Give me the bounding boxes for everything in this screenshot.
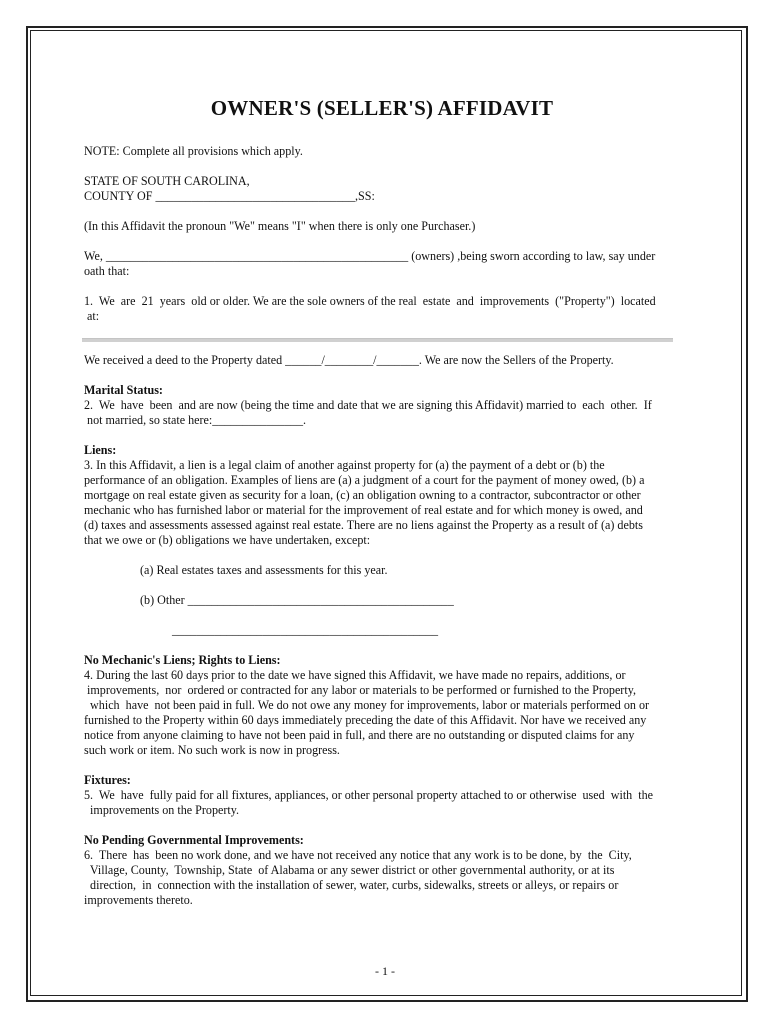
liens-line: (d) taxes and assessments assessed against real estate. There are no liens against the Property as a result of (a) debts [84,518,643,532]
item-1-line: 1. We are 21 years old or older. We are the sole owners of the real estate and improvements ("Property") located [84,294,656,308]
mechanics-heading: No Mechanic's Liens; Rights to Liens: [84,653,281,667]
mechanics-line: improvements, nor ordered or contracted for any labor or materials to be performed or furnished to the Property, [84,683,636,697]
fixtures-line: 5. We have fully paid for all fixtures, appliances, or other personal property attached to or otherwise used with the [84,788,654,802]
governmental-line: direction, in connection with the installation of sewer, water, curbs, sidewalks, streets or alleys, or repairs or [84,878,619,892]
mechanics-line: 4. During the last 60 days prior to the date we have signed this Affidavit, we have made no repairs, additions, or [84,668,626,682]
liens-line: mechanic who has furnished labor or material for the improvement of real estate and for which money is owed, and [84,503,643,517]
county-line: COUNTY OF _________________________________,SS: [84,189,375,203]
governmental-line: 6. There has been no work done, and we have not received any notice that any work is to be done, by the City, [84,848,632,862]
marital-heading: Marital Status: [84,383,163,397]
mechanics-line: furnished to the Property within 60 days immediately preceding the date of this Affidavit. Nor have we received any [84,713,647,727]
we-line-cont: oath that: [84,264,130,278]
state-line: STATE OF SOUTH CAROLINA, [84,174,250,188]
marital-line: 2. We have been and are now (being the time and date that we are signing this Affidavit) married to each other. If [84,398,652,412]
item-1-line-cont: at: [84,309,100,323]
liens-line: 3. In this Affidavit, a lien is a legal claim of another against property for (a) the payment of a debt or (b) the [84,458,605,472]
liens-line: that we owe or (b) obligations we have undertaken, except: [84,533,371,547]
governmental-line: Village, County, Township, State of Alabama or any sewer district or other governmental authority, or at its [84,863,615,877]
note-text: NOTE: Complete all provisions which apply. [84,144,303,158]
liens-heading: Liens: [84,443,117,457]
liens-line: mortgage on real estate given as security for a loan, (c) an obligation owning to a contractor, subcontractor or other [84,488,641,502]
governmental-line: improvements thereto. [84,893,193,907]
fixtures-line: improvements on the Property. [84,803,240,817]
document-page [84,60,680,908]
fixtures-heading: Fixtures: [84,773,131,787]
exception-b-cont: ____________________________________________ [172,623,439,637]
deed-line: We received a deed to the Property dated ______/________/_______. We are now the Sellers of the Property. [84,353,614,367]
document-title: OWNER'S (SELLER'S) AFFIDAVIT [210,96,554,120]
marital-line-cont: not married, so state here:_______________. [84,413,307,427]
we-line: We, __________________________________________________ (owners) ,being sworn according to law, say under [84,249,656,263]
governmental-heading: No Pending Governmental Improvements: [84,833,304,847]
exception-b: (b) Other ____________________________________________ [140,593,454,607]
liens-line: performance of an obligation. Examples of liens are (a) a judgment of a court for the payment of money owed, (b) a [84,473,645,487]
exception-a: (a) Real estates taxes and assessments for this year. [140,563,388,577]
mechanics-line: notice from anyone claiming to have not been paid in full, and there are no outstanding or disputed claims for any [84,728,635,742]
mechanics-line: which have not been paid in full. We do not owe any money for improvements, labor or materials performed on or [84,698,650,712]
mechanics-line: such work or item. No such work is now in progress. [84,743,340,757]
pronoun-note: (In this Affidavit the pronoun "We" means "I" when there is only one Purchaser.) [84,219,476,233]
page-number: - 1 - [375,964,395,978]
